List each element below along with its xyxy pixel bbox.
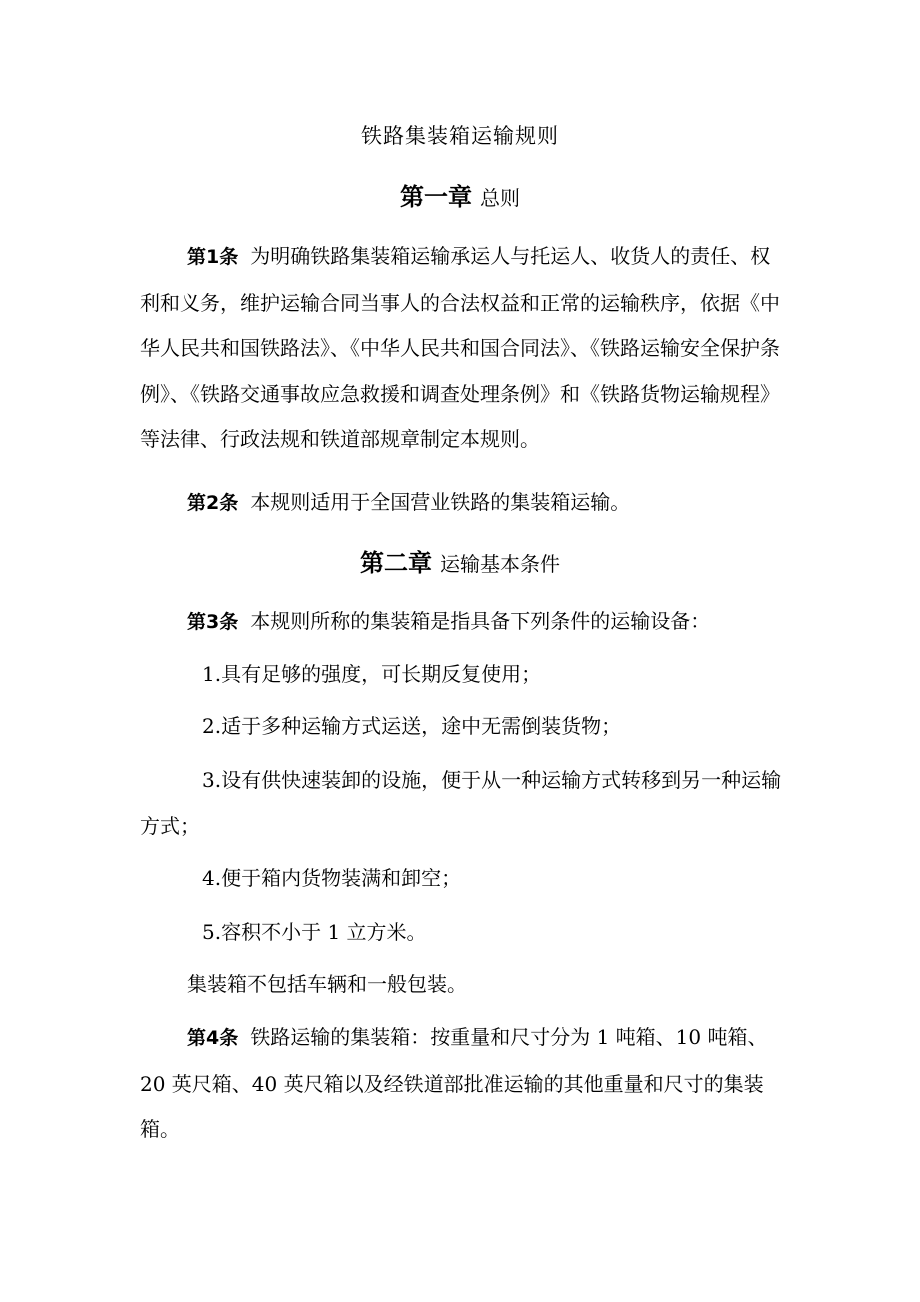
article-4 <box>140 1015 786 1153</box>
article-3-note: 集装箱不包括车辆和一般包装。 <box>187 972 467 996</box>
chapter-heading-1 <box>0 177 920 220</box>
article-2 <box>140 480 786 527</box>
list-item: 5.容积不小于 1 立方米。 <box>202 920 427 944</box>
document-title: 铁路集装箱运输规则 <box>361 124 559 148</box>
article-text: 本规则所称的集装箱是指具备下列条件的运输设备： <box>250 609 711 633</box>
chapter-name: 总则 <box>480 186 520 210</box>
article-text: 为明确铁路集装箱运输承运人与托运人、收货人的责任、权利和义务，维护运输合同当事人的合法权益和正常的运输秩序，依据《中华人民共和国铁路法》、《中华人民共和国合同法》、《铁路运输安全保护条例》、《铁路交通事故应急救援和调查处理条例》和《铁路货物运输规程》等法律、行政法规和铁道部规章制定本规则。 <box>140 244 780 451</box>
article-1 <box>140 234 786 463</box>
chapter-name: 运输基本条件 <box>440 552 560 576</box>
article-label: 第1条 <box>187 246 239 268</box>
chapter-number: 第一章 <box>400 183 472 211</box>
article-label: 第3条 <box>187 611 239 633</box>
chapter-number: 第二章 <box>360 549 432 577</box>
article-3 <box>140 599 786 646</box>
chapter-heading-2 <box>0 543 920 586</box>
list-item: 3.设有供快速装卸的设施，便于从一种运输方式转移到另一种运输方式； <box>140 768 782 838</box>
article-text: 本规则适用于全国营业铁路的集装箱运输。 <box>250 490 631 514</box>
list-item: 2.适于多种运输方式运送，途中无需倒装货物； <box>202 714 622 738</box>
article-label: 第4条 <box>187 1027 239 1049</box>
list-item: 1.具有足够的强度，可长期反复使用； <box>202 662 542 686</box>
list-item: 4.便于箱内货物装满和卸空； <box>202 866 462 890</box>
article-text: 铁路运输的集装箱：按重量和尺寸分为 1 吨箱、10 吨箱、20 英尺箱、40 英尺箱以及经铁道部批准运输的其他重量和尺寸的集装箱。 <box>140 1025 768 1141</box>
article-label: 第2条 <box>187 492 239 514</box>
